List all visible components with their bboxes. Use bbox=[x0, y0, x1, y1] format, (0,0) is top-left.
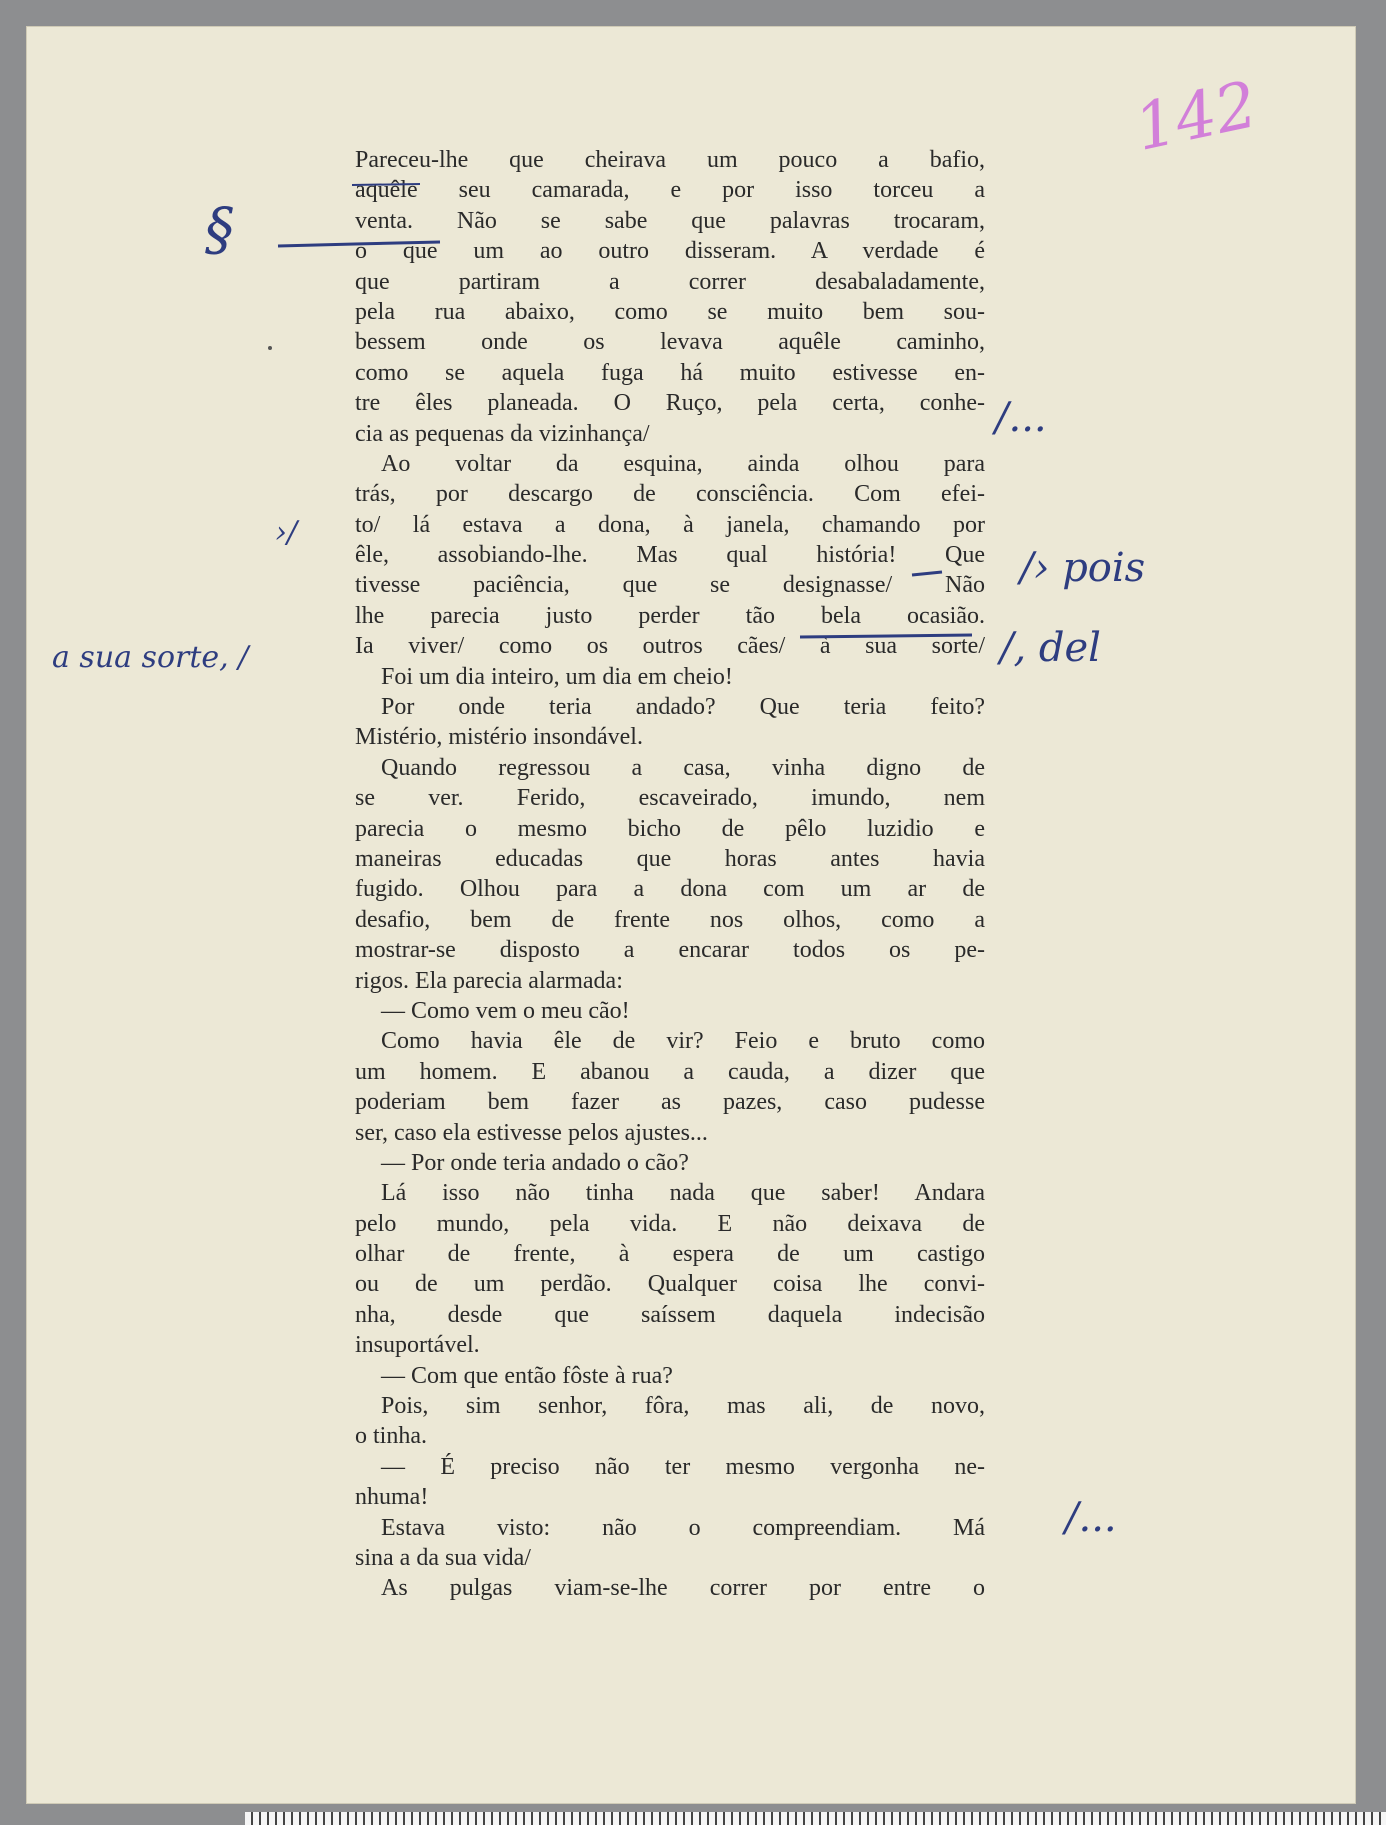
text-line: ou de um perdão. Qualquer coisa lhe convi- bbox=[355, 1271, 985, 1298]
text-line: fugido. Olhou para a dona com um ar de bbox=[355, 876, 985, 903]
scale-ruler bbox=[245, 1812, 1386, 1825]
text-line: Estava visto: não o compreendiam. Má bbox=[381, 1514, 985, 1541]
text-line: êle, assobiando-lhe. Mas qual história! Que bbox=[355, 542, 985, 569]
paragraph-mark: § bbox=[205, 195, 234, 263]
text-line: bessem onde os levava aquêle caminho, bbox=[355, 329, 985, 356]
text-line: se ver. Ferido, escaveirado, imundo, nem bbox=[355, 785, 985, 812]
text-line: Quando regressou a casa, vinha digno de bbox=[381, 754, 985, 781]
text-line: As pulgas viam-se-lhe correr por entre o bbox=[381, 1575, 985, 1602]
text-line: pelo mundo, pela vida. E não deixava de bbox=[355, 1210, 985, 1237]
text-line: desafio, bem de frente nos olhos, como a bbox=[355, 906, 985, 933]
text-line: mostrar-se disposto a encarar todos os pe- bbox=[355, 937, 985, 964]
text-line: sina a da sua vida/ bbox=[355, 1544, 531, 1571]
printed-text bbox=[355, 145, 985, 1604]
text-line: venta. Não se sabe que palavras trocaram, bbox=[355, 207, 985, 234]
text-line: Lá isso não tinha nada que saber! Andara bbox=[381, 1180, 985, 1207]
text-line: ser, caso ela estivesse pelos ajustes... bbox=[355, 1119, 708, 1146]
text-line: parecia o mesmo bicho de pêlo luzidio e bbox=[355, 815, 985, 842]
margin-ellipsis-mark: /... bbox=[1065, 1495, 1117, 1541]
text-line: maneiras educadas que horas antes havia bbox=[355, 845, 985, 872]
text-line: Pareceu-lhe que cheirava um pouco a bafio, bbox=[355, 147, 985, 173]
text-line: Pois, sim senhor, fôra, mas ali, de novo, bbox=[381, 1393, 985, 1420]
text-line: — É preciso não ter mesmo vergonha ne- bbox=[381, 1453, 985, 1480]
text-line: Ao voltar da esquina, ainda olhou para bbox=[381, 450, 985, 477]
text-line: o tinha. bbox=[355, 1423, 427, 1450]
text-line: Como havia êle de vir? Feio e bruto como bbox=[381, 1028, 985, 1055]
text-line: tre êles planeada. O Ruço, pela certa, conhe- bbox=[355, 390, 985, 417]
text-line: um homem. E abanou a cauda, a dizer que bbox=[355, 1058, 985, 1085]
text-line: aquêle seu camarada, e por isso torceu a bbox=[355, 177, 985, 204]
text-line: tivesse paciência, que se designasse/ Não bbox=[355, 572, 985, 599]
text-line: como se aquela fuga há muito estivesse en- bbox=[355, 359, 985, 386]
margin-sua-sorte-mark: a sua sorte, / bbox=[52, 640, 249, 675]
text-line: nhuma! bbox=[355, 1484, 429, 1511]
text-line: insuportável. bbox=[355, 1332, 480, 1359]
text-line: que partiram a correr desabaladamente, bbox=[355, 268, 985, 295]
text-line: Por onde teria andado? Que teria feito? bbox=[381, 694, 985, 721]
margin-delete-mark: /, del bbox=[1000, 625, 1101, 671]
page-number: 142 bbox=[1128, 68, 1264, 166]
text-line: trás, por descargo de consciência. Com efei- bbox=[355, 481, 985, 508]
text-line: poderiam bem fazer as pazes, caso pudesse bbox=[355, 1089, 985, 1116]
text-line: — Como vem o meu cão! bbox=[381, 997, 630, 1024]
text-line: — Por onde teria andado o cão? bbox=[381, 1149, 689, 1176]
text-line: olhar de frente, à espera de um castigo bbox=[355, 1241, 985, 1268]
text-line: nha, desde que saíssem daquela indecisão bbox=[355, 1301, 985, 1328]
margin-ellipsis-mark: /... bbox=[995, 395, 1047, 441]
text-line: Foi um dia inteiro, um dia em cheio! bbox=[381, 663, 733, 690]
text-line: lhe parecia justo perder tão bela ocasião. bbox=[355, 602, 985, 629]
margin-comma-mark: ›/ bbox=[275, 515, 298, 550]
text-line: — Com que então fôste à rua? bbox=[381, 1362, 673, 1389]
text-line: to/ lá estava a dona, à janela, chamando por bbox=[355, 511, 985, 538]
text-line: cia as pequenas da vizinhança/ bbox=[355, 420, 650, 447]
text-line: rigos. Ela parecia alarmada: bbox=[355, 967, 623, 994]
text-line: Ia viver/ como os outros cães/ à sua sorte/ bbox=[355, 633, 985, 660]
text-line: pela rua abaixo, como se muito bem sou- bbox=[355, 298, 985, 325]
text-line: o que um ao outro disseram. A verdade é bbox=[355, 238, 985, 265]
text-line: Mistério, mistério insondável. bbox=[355, 724, 643, 751]
margin-pois-mark: /› pois bbox=[1020, 545, 1146, 591]
